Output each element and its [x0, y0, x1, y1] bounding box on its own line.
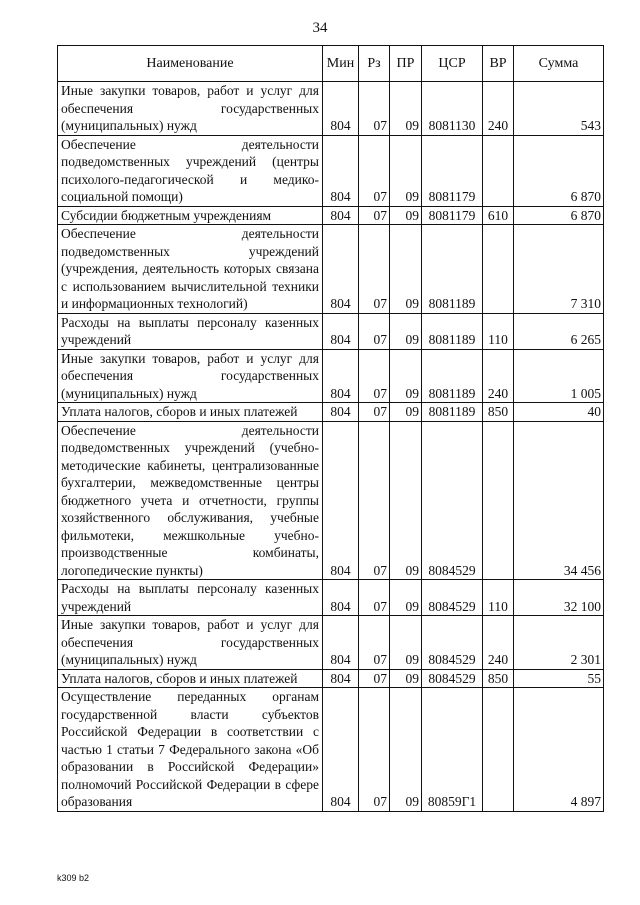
cell-csr: 8084529 [422, 580, 483, 616]
cell-min: 804 [323, 688, 359, 812]
cell-rz: 07 [359, 135, 390, 206]
cell-rz: 07 [359, 403, 390, 422]
cell-sum: 6 870 [514, 206, 604, 225]
header-csr: ЦСР [422, 46, 483, 82]
cell-pr: 09 [390, 349, 422, 403]
table-row [58, 403, 604, 422]
table-row [58, 349, 604, 403]
cell-vr [483, 421, 514, 580]
cell-csr: 8081189 [422, 225, 483, 314]
cell-csr: 8081179 [422, 135, 483, 206]
cell-rz: 07 [359, 349, 390, 403]
header-min: Мин [323, 46, 359, 82]
cell-name: Иные закупки товаров, работ и услуг для обеспечения государственных (муниципальных) нужд [58, 616, 323, 670]
cell-sum: 32 100 [514, 580, 604, 616]
cell-rz: 07 [359, 616, 390, 670]
cell-csr: 8081189 [422, 403, 483, 422]
cell-min: 804 [323, 403, 359, 422]
cell-name: Расходы на выплаты персоналу казенных учреждений [58, 313, 323, 349]
cell-vr [483, 688, 514, 812]
cell-name: Субсидии бюджетным учреждениям [58, 206, 323, 225]
cell-name: Иные закупки товаров, работ и услуг для обеспечения государственных (муниципальных) нужд [58, 82, 323, 136]
cell-name: Обеспечение деятельности подведомственных учреждений (центры психолого-педагогической и медико-социальной помощи) [58, 135, 323, 206]
cell-pr: 09 [390, 313, 422, 349]
cell-vr: 850 [483, 669, 514, 688]
table-row [58, 669, 604, 688]
budget-table [57, 45, 604, 812]
cell-min: 804 [323, 349, 359, 403]
cell-min: 804 [323, 313, 359, 349]
cell-min: 804 [323, 82, 359, 136]
cell-rz: 07 [359, 206, 390, 225]
cell-sum: 6 265 [514, 313, 604, 349]
cell-vr: 240 [483, 82, 514, 136]
cell-rz: 07 [359, 313, 390, 349]
cell-min: 804 [323, 225, 359, 314]
cell-pr: 09 [390, 206, 422, 225]
cell-rz: 07 [359, 580, 390, 616]
cell-vr: 240 [483, 616, 514, 670]
cell-min: 804 [323, 616, 359, 670]
cell-vr [483, 225, 514, 314]
cell-min: 804 [323, 206, 359, 225]
table-row [58, 225, 604, 314]
table-header-row [58, 46, 604, 82]
cell-csr: 8081130 [422, 82, 483, 136]
header-vr: ВР [483, 46, 514, 82]
cell-csr: 8084529 [422, 669, 483, 688]
cell-pr: 09 [390, 688, 422, 812]
cell-csr: 8081189 [422, 349, 483, 403]
cell-rz: 07 [359, 225, 390, 314]
cell-sum: 34 456 [514, 421, 604, 580]
cell-name: Обеспечение деятельности подведомственных учреждений (учебно-методические кабинеты, централизованные бухгалтерии, межведомственные центры бюджетного учета и отчетности, группы хозяйственного обслуживания, учебные фильмотеки, межшкольные учебно-производственные комбинаты, логопедические пункты) [58, 421, 323, 580]
cell-rz: 07 [359, 421, 390, 580]
header-rz: Рз [359, 46, 390, 82]
cell-name: Иные закупки товаров, работ и услуг для обеспечения государственных (муниципальных) нужд [58, 349, 323, 403]
cell-pr: 09 [390, 82, 422, 136]
table-row [58, 82, 604, 136]
cell-name: Расходы на выплаты персоналу казенных учреждений [58, 580, 323, 616]
footer-code: k309 b2 [57, 873, 90, 883]
cell-min: 804 [323, 135, 359, 206]
header-pr: ПР [390, 46, 422, 82]
header-sum: Сумма [514, 46, 604, 82]
cell-min: 804 [323, 580, 359, 616]
cell-vr: 240 [483, 349, 514, 403]
cell-vr [483, 135, 514, 206]
cell-sum: 2 301 [514, 616, 604, 670]
cell-sum: 7 310 [514, 225, 604, 314]
cell-pr: 09 [390, 580, 422, 616]
table-row [58, 580, 604, 616]
cell-name: Обеспечение деятельности подведомственных учреждений (учреждения, деятельность которых связана с использованием вычислительной техники и информационных технологий) [58, 225, 323, 314]
cell-csr: 80859Г1 [422, 688, 483, 812]
cell-vr: 850 [483, 403, 514, 422]
cell-rz: 07 [359, 688, 390, 812]
page-number: 34 [312, 20, 328, 36]
cell-name: Уплата налогов, сборов и иных платежей [58, 403, 323, 422]
cell-csr: 8084529 [422, 421, 483, 580]
table-row [58, 616, 604, 670]
cell-sum: 6 870 [514, 135, 604, 206]
cell-min: 804 [323, 669, 359, 688]
table-body [58, 82, 604, 812]
cell-pr: 09 [390, 135, 422, 206]
cell-sum: 55 [514, 669, 604, 688]
cell-sum: 543 [514, 82, 604, 136]
cell-sum: 1 005 [514, 349, 604, 403]
table-row [58, 688, 604, 812]
cell-csr: 8081179 [422, 206, 483, 225]
cell-name: Уплата налогов, сборов и иных платежей [58, 669, 323, 688]
table-row [58, 313, 604, 349]
cell-min: 804 [323, 421, 359, 580]
cell-pr: 09 [390, 616, 422, 670]
cell-sum: 40 [514, 403, 604, 422]
cell-vr: 110 [483, 580, 514, 616]
header-name: Наименование [58, 46, 323, 82]
cell-rz: 07 [359, 82, 390, 136]
cell-pr: 09 [390, 669, 422, 688]
cell-vr: 610 [483, 206, 514, 225]
cell-csr: 8084529 [422, 616, 483, 670]
cell-csr: 8081189 [422, 313, 483, 349]
cell-pr: 09 [390, 421, 422, 580]
table-row [58, 135, 604, 206]
cell-pr: 09 [390, 403, 422, 422]
cell-sum: 4 897 [514, 688, 604, 812]
table-row [58, 206, 604, 225]
cell-pr: 09 [390, 225, 422, 314]
cell-name: Осуществление переданных органам государственной власти субъектов Российской Федерации в соответствии с частью 1 статьи 7 Федерального закона «Об образовании в Российской Федерации» полномочий Российской Федерации в сфере образования [58, 688, 323, 812]
cell-rz: 07 [359, 669, 390, 688]
cell-vr: 110 [483, 313, 514, 349]
table-row [58, 421, 604, 580]
